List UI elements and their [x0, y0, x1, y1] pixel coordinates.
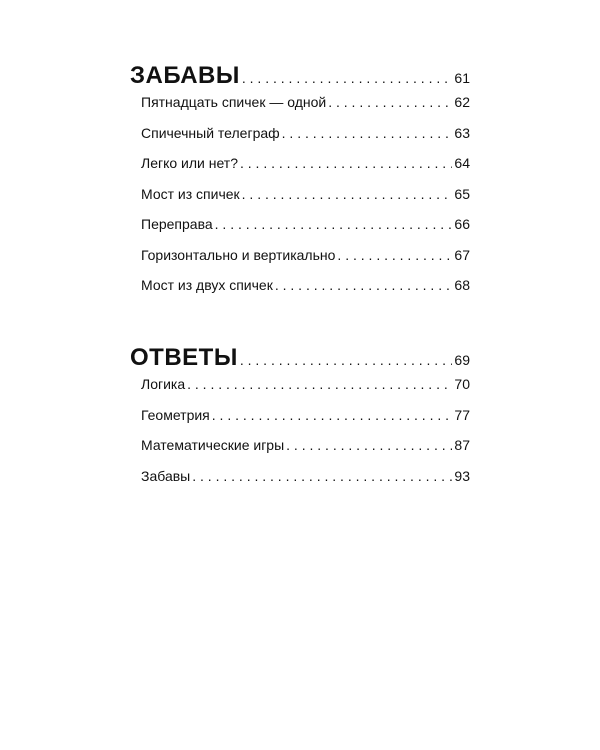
toc-entry-label: Спичечный телеграф: [141, 124, 280, 141]
toc-entry[interactable]: [130, 376, 470, 407]
dot-leader: [282, 125, 453, 141]
toc-entry-label: Переправа: [141, 216, 213, 232]
toc-entry-label: Мост из спичек: [141, 185, 240, 202]
toc-entry-label: Логика: [141, 376, 186, 392]
dot-leader: [242, 70, 453, 86]
toc-entry-page: 65: [454, 185, 470, 202]
dot-leader: [240, 352, 453, 368]
toc-entry-page: 93: [454, 467, 470, 484]
toc-section-otvety: [130, 344, 470, 498]
dot-leader: [240, 155, 452, 171]
dot-leader: [215, 216, 453, 232]
toc-entry[interactable]: [130, 247, 470, 278]
toc-entry[interactable]: [130, 216, 470, 247]
toc-entry-page: 66: [454, 216, 470, 232]
dot-leader: [187, 376, 452, 392]
toc-heading-row[interactable]: [130, 344, 470, 374]
toc-entry-label: Забавы: [141, 467, 191, 484]
toc-section-zabavy: [130, 62, 470, 308]
toc-heading-row[interactable]: [130, 62, 470, 92]
dot-leader: [242, 186, 453, 202]
toc-entry[interactable]: [130, 407, 470, 438]
toc-heading-page: 69: [454, 352, 470, 368]
toc-heading-title: ЗАБАВЫ: [130, 62, 240, 89]
toc-entry-label: Мост из двух спичек: [141, 277, 273, 293]
toc-entry[interactable]: [130, 186, 470, 217]
dot-leader: [328, 94, 452, 110]
toc-entry[interactable]: [130, 125, 470, 156]
toc-entry[interactable]: [130, 277, 470, 308]
toc-entry[interactable]: [130, 468, 470, 499]
toc-entry-label: Легко или нет?: [141, 155, 238, 171]
toc-entry[interactable]: [130, 155, 470, 186]
dot-leader: [286, 437, 452, 453]
toc-entry-page: 63: [454, 124, 470, 141]
toc-entry-page: 67: [454, 246, 470, 263]
toc-entry-label: Горизонтально и вертикально: [141, 246, 336, 263]
toc-entry-page: 68: [454, 277, 470, 293]
toc-entry-page: 62: [454, 94, 470, 110]
toc-heading-page: 61: [454, 70, 470, 86]
toc-heading-title: ОТВЕТЫ: [130, 344, 238, 371]
toc-entry-page: 64: [454, 155, 470, 171]
toc-entry-page: 70: [454, 376, 470, 392]
toc-entry-label: Математические игры: [141, 437, 285, 453]
toc-entry-label: Геометрия: [141, 406, 210, 423]
dot-leader: [337, 247, 452, 263]
toc-entry-label: Пятнадцать спичек — одной: [141, 94, 327, 110]
dot-leader: [212, 407, 453, 423]
dot-leader: [275, 277, 453, 293]
toc-entry[interactable]: [130, 437, 470, 468]
toc-entry-page: 77: [454, 406, 470, 423]
toc-entry[interactable]: [130, 94, 470, 125]
toc-entry-page: 87: [454, 437, 470, 453]
dot-leader: [192, 468, 452, 484]
